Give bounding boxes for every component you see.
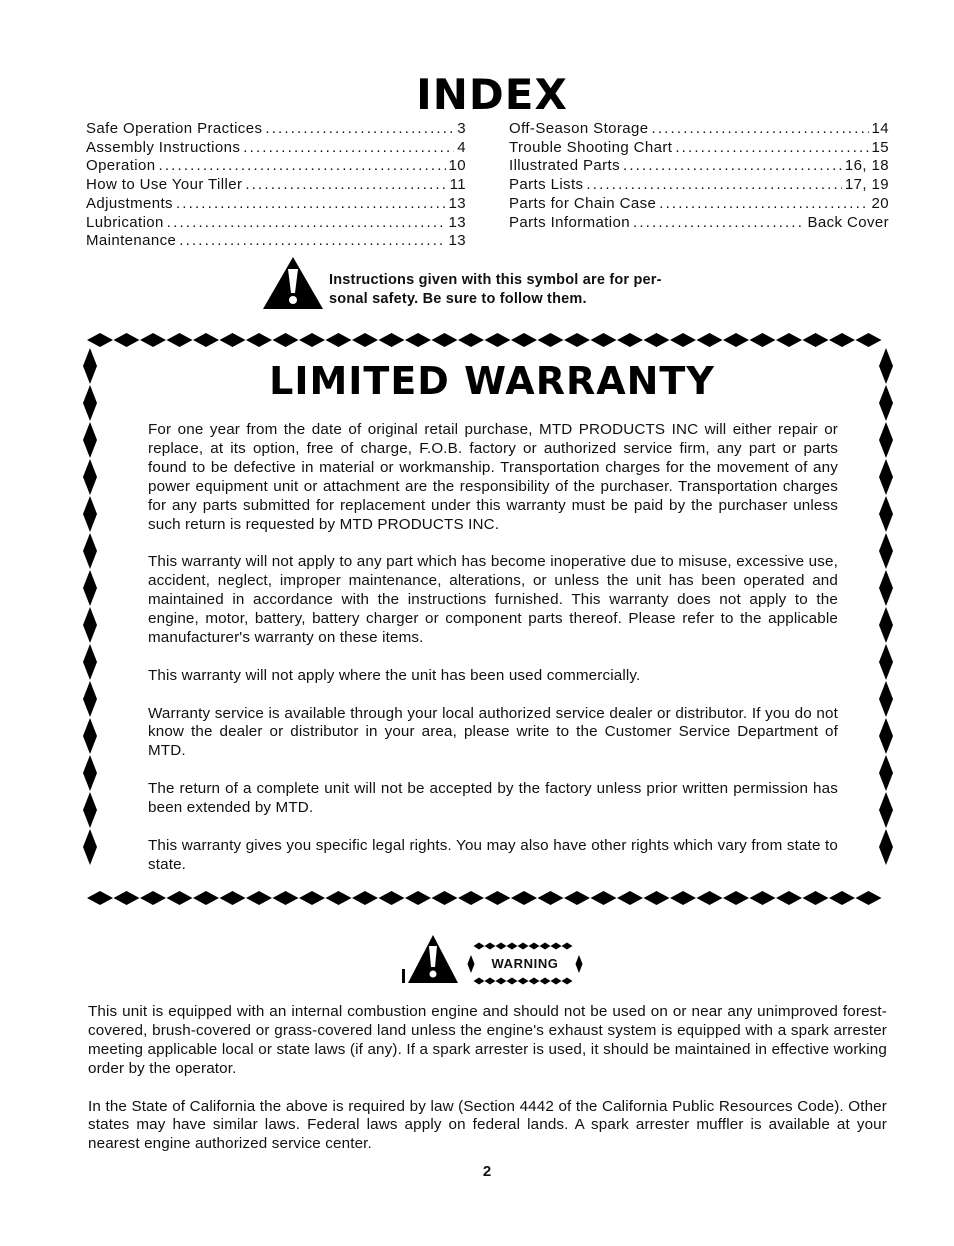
notice-paragraph: This unit is equipped with an internal combustion engine and should not be used on or near any unimproved forest-covered, brush-covered or grass-covered land unless the engine's exhaust system is equipped with a spark arrester meeting applicable local or state laws (if any). If a spark arrester is used, it should be maintained in effective working order by the operator. — [88, 1003, 887, 1077]
safety-note-line: sonal safety. Be sure to follow them. — [329, 291, 587, 307]
index-title: INDEX — [416, 70, 568, 119]
index-entry: Safe Operation Practices . . . 3 — [86, 120, 466, 139]
warning-label: WARNING — [491, 956, 559, 971]
index-entry: Operation . . . 10 — [86, 157, 466, 176]
warranty-paragraph: The return of a complete unit will not be accepted by the factory unless prior written permission has been extended by MTD. — [148, 780, 838, 817]
index-entry: Parts for Chain Case . . . 20 — [509, 195, 889, 214]
index-entry: Parts Lists . . . 17, 19 — [509, 176, 889, 195]
warranty-paragraph: For one year from the date of original retail purchase, MTD PRODUCTS INC will either repair or replace, at its option, free of charge, F.O.B. factory or authorized service firm, any part or parts found to be defective in material or workmanship. Transportation charges for the movement of any power equipment unit or attachment are the responsibility of the purchaser. Transportation charges for any parts submitted for replacement under this warranty must be paid by the purchaser unless such return is requested by MTD PRODUCTS INC. — [148, 421, 838, 533]
safety-note-line: Instructions given with this symbol are for per- — [329, 272, 662, 288]
index-entry: Assembly Instructions . . . 4 — [86, 139, 466, 158]
warning-triangle-icon — [261, 255, 325, 311]
index-entry: Lubrication . . . 13 — [86, 214, 466, 233]
index-entry: Maintenance . . . 13 — [86, 232, 466, 251]
index-left-column — [86, 120, 466, 251]
warranty-paragraph: Warranty service is available through your local authorized service dealer or distributor. If you do not know the dealer or distributor in your area, please write to the Customer Service Department of MTD. — [148, 704, 838, 760]
index-entry: Adjustments . . . 13 — [86, 195, 466, 214]
index-entry: Trouble Shooting Chart . . . 15 — [509, 139, 889, 158]
index-entry: Illustrated Parts . . . 16, 18 — [509, 157, 889, 176]
index-entry: Off-Season Storage . . . 14 — [509, 120, 889, 139]
warning-triangle-icon — [402, 933, 460, 985]
warranty-paragraph: This warranty will not apply to any part which has become inoperative due to misuse, excessive use, accident, neglect, improper maintenance, alterations, or unless the unit has been operated and maintained in accordance with the instructions furnished. This warranty does not apply to the engine, motor, battery, battery charger or component parts thereof. Please refer to the applicable manufacturer's warranty on these items. — [148, 553, 838, 646]
warranty-title: LIMITED WARRANTY — [269, 359, 715, 403]
page-number: 2 — [482, 1163, 492, 1180]
index-entry: How to Use Your Tiller . . . 11 — [86, 176, 466, 195]
spark-arrester-notice — [88, 1003, 887, 1173]
notice-paragraph: In the State of California the above is required by law (Section 4442 of the California Public Resources Code). Other states may have similar laws. Federal laws apply on federal lands. A spark arrester muffler is available at your nearest engine authorized service center. — [88, 1097, 887, 1153]
index-entry: Parts Information . . . Back Cover — [509, 214, 889, 233]
warranty-paragraph: This warranty will not apply where the unit has been used commercially. — [148, 666, 641, 684]
warranty-paragraph: This warranty gives you specific legal rights. You may also have other rights which vary from state to state. — [148, 836, 838, 873]
index-right-column — [509, 120, 889, 232]
safety-symbol-note — [329, 271, 719, 309]
warranty-body — [148, 421, 838, 894]
